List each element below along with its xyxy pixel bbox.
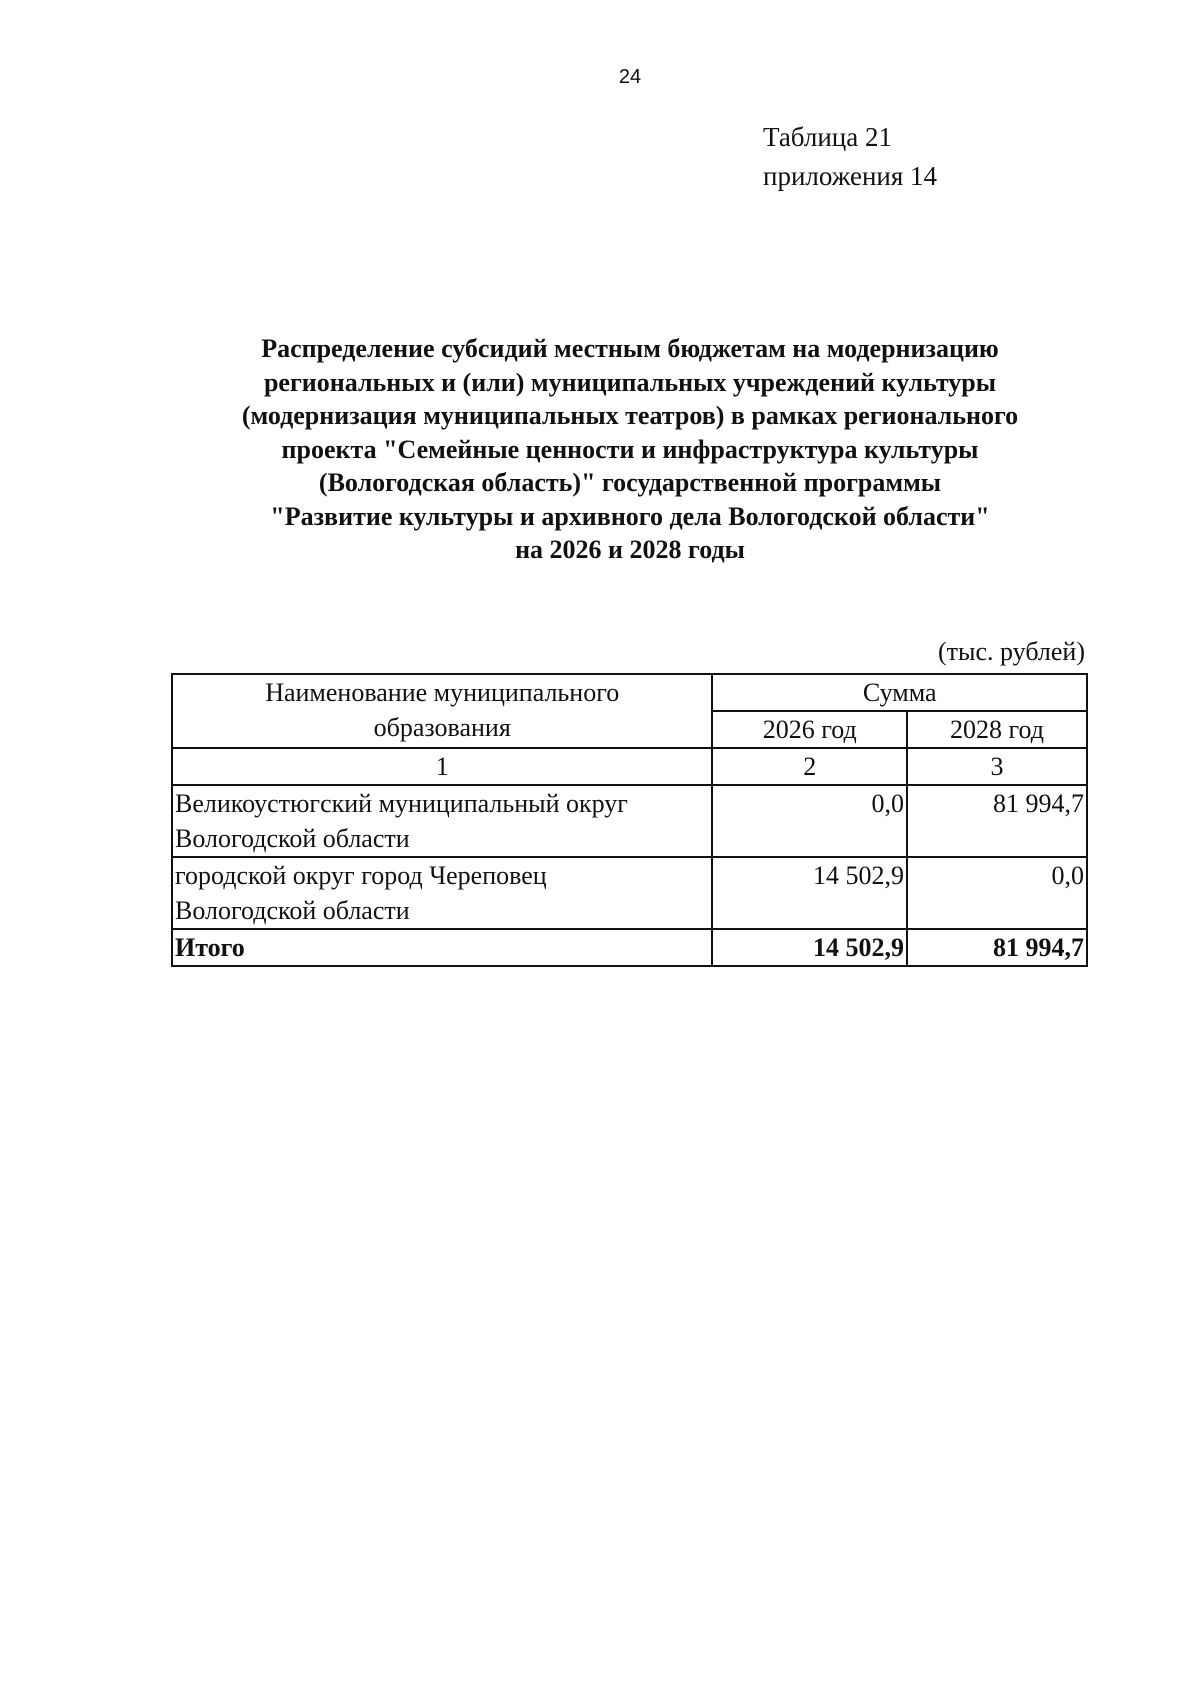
- heading-line: Распределение субсидий местным бюджетам на модернизацию: [261, 334, 999, 363]
- total-label: Итого: [172, 929, 712, 966]
- heading-line: региональных и (или) муниципальных учреждений культуры: [263, 367, 997, 397]
- total-2026: 14 502,9: [712, 929, 907, 966]
- column-number-row: [172, 748, 1087, 785]
- municipality-name-line1: городской округ город Череповец: [175, 861, 547, 890]
- table-row: [172, 857, 1087, 929]
- total-row: [172, 929, 1087, 966]
- municipality-name-line1: Великоустюгский муниципальный округ: [175, 789, 628, 818]
- column-number: 1: [172, 748, 712, 785]
- table-reference-line1: Таблица 21: [763, 122, 892, 152]
- subsidies-table: [171, 673, 1088, 967]
- amount-2028: 0,0: [907, 857, 1087, 929]
- municipality-name: [172, 785, 712, 857]
- heading-line: "Развитие культуры и архивного дела Вологодской области": [270, 501, 990, 531]
- amount-2026: 14 502,9: [712, 857, 907, 929]
- header-municipality-line2: образования: [373, 713, 511, 742]
- table-reference-line2: приложения 14: [763, 161, 938, 191]
- header-municipality-line1: Наименование муниципального: [265, 678, 620, 707]
- municipality-name: [172, 857, 712, 929]
- table-reference: [763, 118, 937, 196]
- header-sum: Сумма: [712, 674, 1087, 711]
- municipality-name-line2: Вологодской области: [175, 824, 410, 853]
- amount-2028: 81 994,7: [907, 785, 1087, 857]
- heading-line: (Вологодская область)" государственной программы: [318, 468, 942, 497]
- heading-line: на 2026 и 2028 годы: [515, 535, 745, 564]
- heading-line: (модернизация муниципальных театров) в рамках регионального: [241, 401, 1019, 430]
- municipality-name-line2: Вологодской области: [175, 896, 410, 925]
- page-number: 24: [618, 66, 642, 88]
- header-year-2028: 2028 год: [907, 711, 1087, 748]
- units-label: (тыс. рублей): [937, 637, 1085, 666]
- header-year-2026: 2026 год: [712, 711, 907, 748]
- document-heading: [140, 332, 1120, 567]
- table-header-row: [172, 674, 1087, 711]
- header-municipality: [172, 674, 712, 748]
- total-2028: 81 994,7: [907, 929, 1087, 966]
- amount-2026: 0,0: [712, 785, 907, 857]
- column-number: 2: [712, 748, 907, 785]
- table-row: [172, 785, 1087, 857]
- column-number: 3: [907, 748, 1087, 785]
- heading-line: проекта "Семейные ценности и инфраструктура культуры: [281, 434, 979, 464]
